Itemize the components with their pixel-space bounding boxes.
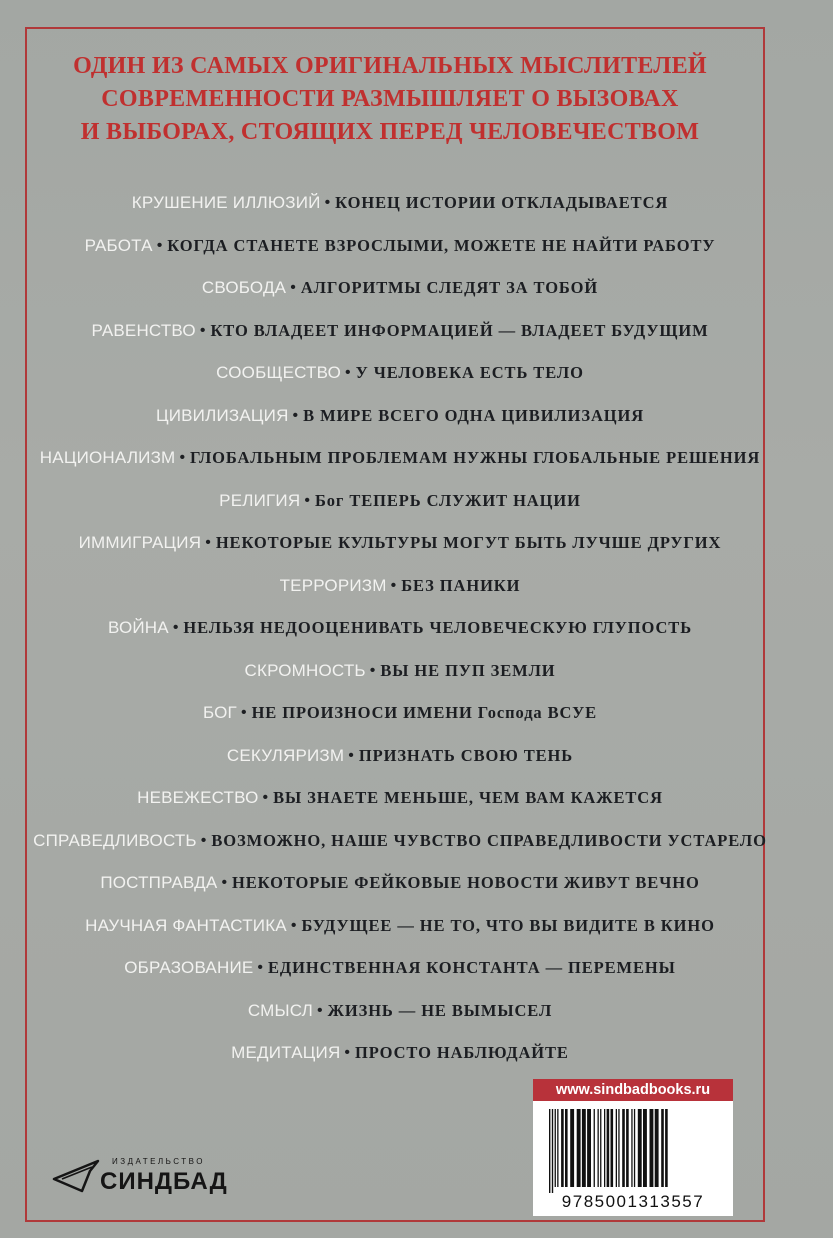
topic-phrase: БУДУЩЕЕ — НЕ ТО, ЧТО ВЫ ВИДИТЕ В КИНО	[301, 915, 715, 935]
bullet-separator: •	[199, 321, 206, 339]
topic-keyword: КРУШЕНИЕ ИЛЛЮЗИЙ	[131, 193, 321, 213]
topic-entry	[40, 480, 760, 523]
topic-phrase: ВОЗМОЖНО, НАШЕ ЧУВСТВО СПРАВЕДЛИВОСТИ УСТАРЕЛО	[211, 830, 767, 850]
topic-keyword: РЕЛИГИЯ	[219, 490, 301, 510]
topic-keyword: СЕКУЛЯРИЗМ	[226, 745, 345, 765]
topic-entry	[40, 565, 760, 608]
bullet-separator: •	[262, 789, 269, 807]
sail-swoosh-icon	[52, 1157, 102, 1197]
topic-keyword: РАБОТА	[84, 235, 153, 255]
topic-entry	[40, 862, 760, 905]
topic-entry	[40, 735, 760, 778]
barcode-bars	[547, 1109, 719, 1193]
headline	[40, 50, 740, 149]
topic-phrase: ЕДИНСТВЕННАЯ КОНСТАНТА — ПЕРЕМЕНЫ	[268, 958, 676, 978]
topic-entry	[40, 1032, 760, 1075]
publisher-name: СИНДБАД	[100, 1168, 228, 1195]
bullet-separator: •	[292, 406, 299, 424]
topic-entry	[40, 692, 760, 735]
barcode	[533, 1101, 733, 1216]
topic-phrase: НЕ ПРОИЗНОСИ ИМЕНИ Господа ВСУЕ	[251, 703, 598, 723]
topic-entry	[40, 267, 760, 310]
bullet-separator: •	[348, 746, 354, 764]
bullet-separator: •	[156, 236, 163, 254]
bullet-separator: •	[221, 874, 228, 892]
topic-entry	[33, 820, 767, 863]
topic-phrase: ПРОСТО НАБЛЮДАЙТЕ	[355, 1043, 569, 1063]
bullet-separator: •	[257, 959, 264, 977]
bullet-separator: •	[304, 491, 310, 509]
topic-entry	[40, 522, 760, 565]
topic-phrase: АЛГОРИТМЫ СЛЕДЯТ ЗА ТОБОЙ	[300, 278, 599, 298]
topic-entry	[40, 225, 760, 268]
topic-list	[33, 182, 767, 1075]
topic-keyword: СООБЩЕСТВО	[216, 363, 342, 383]
topic-keyword: СПРАВЕДЛИВОСТЬ	[33, 830, 197, 850]
topic-phrase: ПРИЗНАТЬ СВОЮ ТЕНЬ	[358, 745, 574, 765]
topic-phrase: ГЛОБАЛЬНЫМ ПРОБЛЕМАМ НУЖНЫ ГЛОБАЛЬНЫЕ РЕШЕНИЯ	[190, 448, 761, 468]
bullet-separator: •	[317, 1001, 323, 1019]
topic-entry	[40, 310, 760, 353]
topic-phrase: КТО ВЛАДЕЕТ ИНФОРМАЦИЕЙ — ВЛАДЕЕТ БУДУЩИМ	[210, 320, 709, 340]
topic-keyword: РАВЕНСТВО	[91, 320, 196, 340]
topic-entry	[40, 650, 760, 693]
headline-line: ОДИН ИЗ САМЫХ ОРИГИНАЛЬНЫХ МЫСЛИТЕЛЕЙ	[73, 53, 707, 79]
topic-phrase: ВЫ НЕ ПУП ЗЕМЛИ	[380, 660, 556, 680]
topic-entry	[40, 607, 760, 650]
topic-phrase: В МИРЕ ВСЕГО ОДНА ЦИВИЛИЗАЦИЯ	[303, 405, 645, 425]
topic-keyword: СВОБОДА	[201, 278, 287, 298]
topic-keyword: СМЫСЛ	[247, 1000, 314, 1020]
topic-keyword: ОБРАЗОВАНИЕ	[124, 958, 254, 978]
topic-keyword: ЦИВИЛИЗАЦИЯ	[155, 405, 289, 425]
bullet-separator: •	[369, 661, 376, 679]
topic-entry	[40, 437, 760, 480]
topic-entry	[40, 777, 760, 820]
topic-phrase: НЕЛЬЗЯ НЕДООЦЕНИВАТЬ ЧЕЛОВЕЧЕСКУЮ ГЛУПОСТЬ	[183, 618, 693, 638]
bullet-separator: •	[240, 704, 247, 722]
isbn-number: 9785001313557	[561, 1192, 705, 1211]
website-url: www.sindbadbooks.ru	[533, 1079, 733, 1101]
topic-keyword: ВОЙНА	[107, 618, 169, 638]
bullet-separator: •	[324, 194, 331, 212]
publisher-logo	[52, 1155, 252, 1205]
topic-entry	[40, 947, 760, 990]
topic-phrase: ВЫ ЗНАЕТЕ МЕНЬШЕ, ЧЕМ ВАМ КАЖЕТСЯ	[273, 788, 663, 808]
bullet-separator: •	[205, 534, 211, 552]
topic-keyword: ПОСТПРАВДА	[100, 873, 218, 893]
topic-entry	[40, 905, 760, 948]
topic-keyword: ИММИГРАЦИЯ	[78, 533, 202, 553]
topic-phrase: КОГДА СТАНЕТЕ ВЗРОСЛЫМИ, МОЖЕТЕ НЕ НАЙТИ РАБОТУ	[167, 235, 716, 255]
topic-phrase: ЖИЗНЬ — НЕ ВЫМЫСЕЛ	[327, 1000, 553, 1020]
bullet-separator: •	[344, 1044, 351, 1062]
topic-entry	[40, 395, 760, 438]
bullet-separator: •	[179, 449, 186, 467]
topic-keyword: НАУЧНАЯ ФАНТАСТИКА	[85, 915, 287, 935]
bullet-separator: •	[290, 916, 297, 934]
bullet-separator: •	[172, 619, 179, 637]
topic-phrase: КОНЕЦ ИСТОРИИ ОТКЛАДЫВАЕТСЯ	[335, 193, 669, 213]
topic-keyword: ТЕРРОРИЗМ	[279, 575, 387, 595]
headline-line: СОВРЕМЕННОСТИ РАЗМЫШЛЯЕТ О ВЫЗОВАХ	[101, 86, 679, 112]
topic-entry	[40, 990, 760, 1033]
topic-keyword: МЕДИТАЦИЯ	[231, 1043, 341, 1063]
bullet-separator: •	[290, 279, 296, 297]
topic-phrase: У ЧЕЛОВЕКА ЕСТЬ ТЕЛО	[355, 363, 584, 383]
headline-line: И ВЫБОРАХ, СТОЯЩИХ ПЕРЕД ЧЕЛОВЕЧЕСТВОМ	[80, 119, 700, 145]
topic-keyword: БОГ	[202, 703, 237, 723]
topic-phrase: Бог ТЕПЕРЬ СЛУЖИТ НАЦИИ	[314, 490, 581, 510]
topic-phrase: НЕКОТОРЫЕ КУЛЬТУРЫ МОГУТ БЫТЬ ЛУЧШЕ ДРУГИХ	[215, 533, 722, 553]
topic-keyword: СКРОМНОСТЬ	[244, 660, 366, 680]
topic-phrase: БЕЗ ПАНИКИ	[401, 575, 521, 595]
topic-keyword: НЕВЕЖЕСТВО	[137, 788, 259, 808]
topic-entry	[40, 352, 760, 395]
topic-keyword: НАЦИОНАЛИЗМ	[39, 448, 176, 468]
bullet-separator: •	[390, 576, 397, 594]
bullet-separator: •	[345, 364, 351, 382]
topic-phrase: НЕКОТОРЫЕ ФЕЙКОВЫЕ НОВОСТИ ЖИВУТ ВЕЧНО	[232, 873, 700, 893]
topic-entry	[40, 182, 760, 225]
bullet-separator: •	[200, 831, 207, 849]
publisher-label: ИЗДАТЕЛЬСТВО	[112, 1157, 205, 1166]
